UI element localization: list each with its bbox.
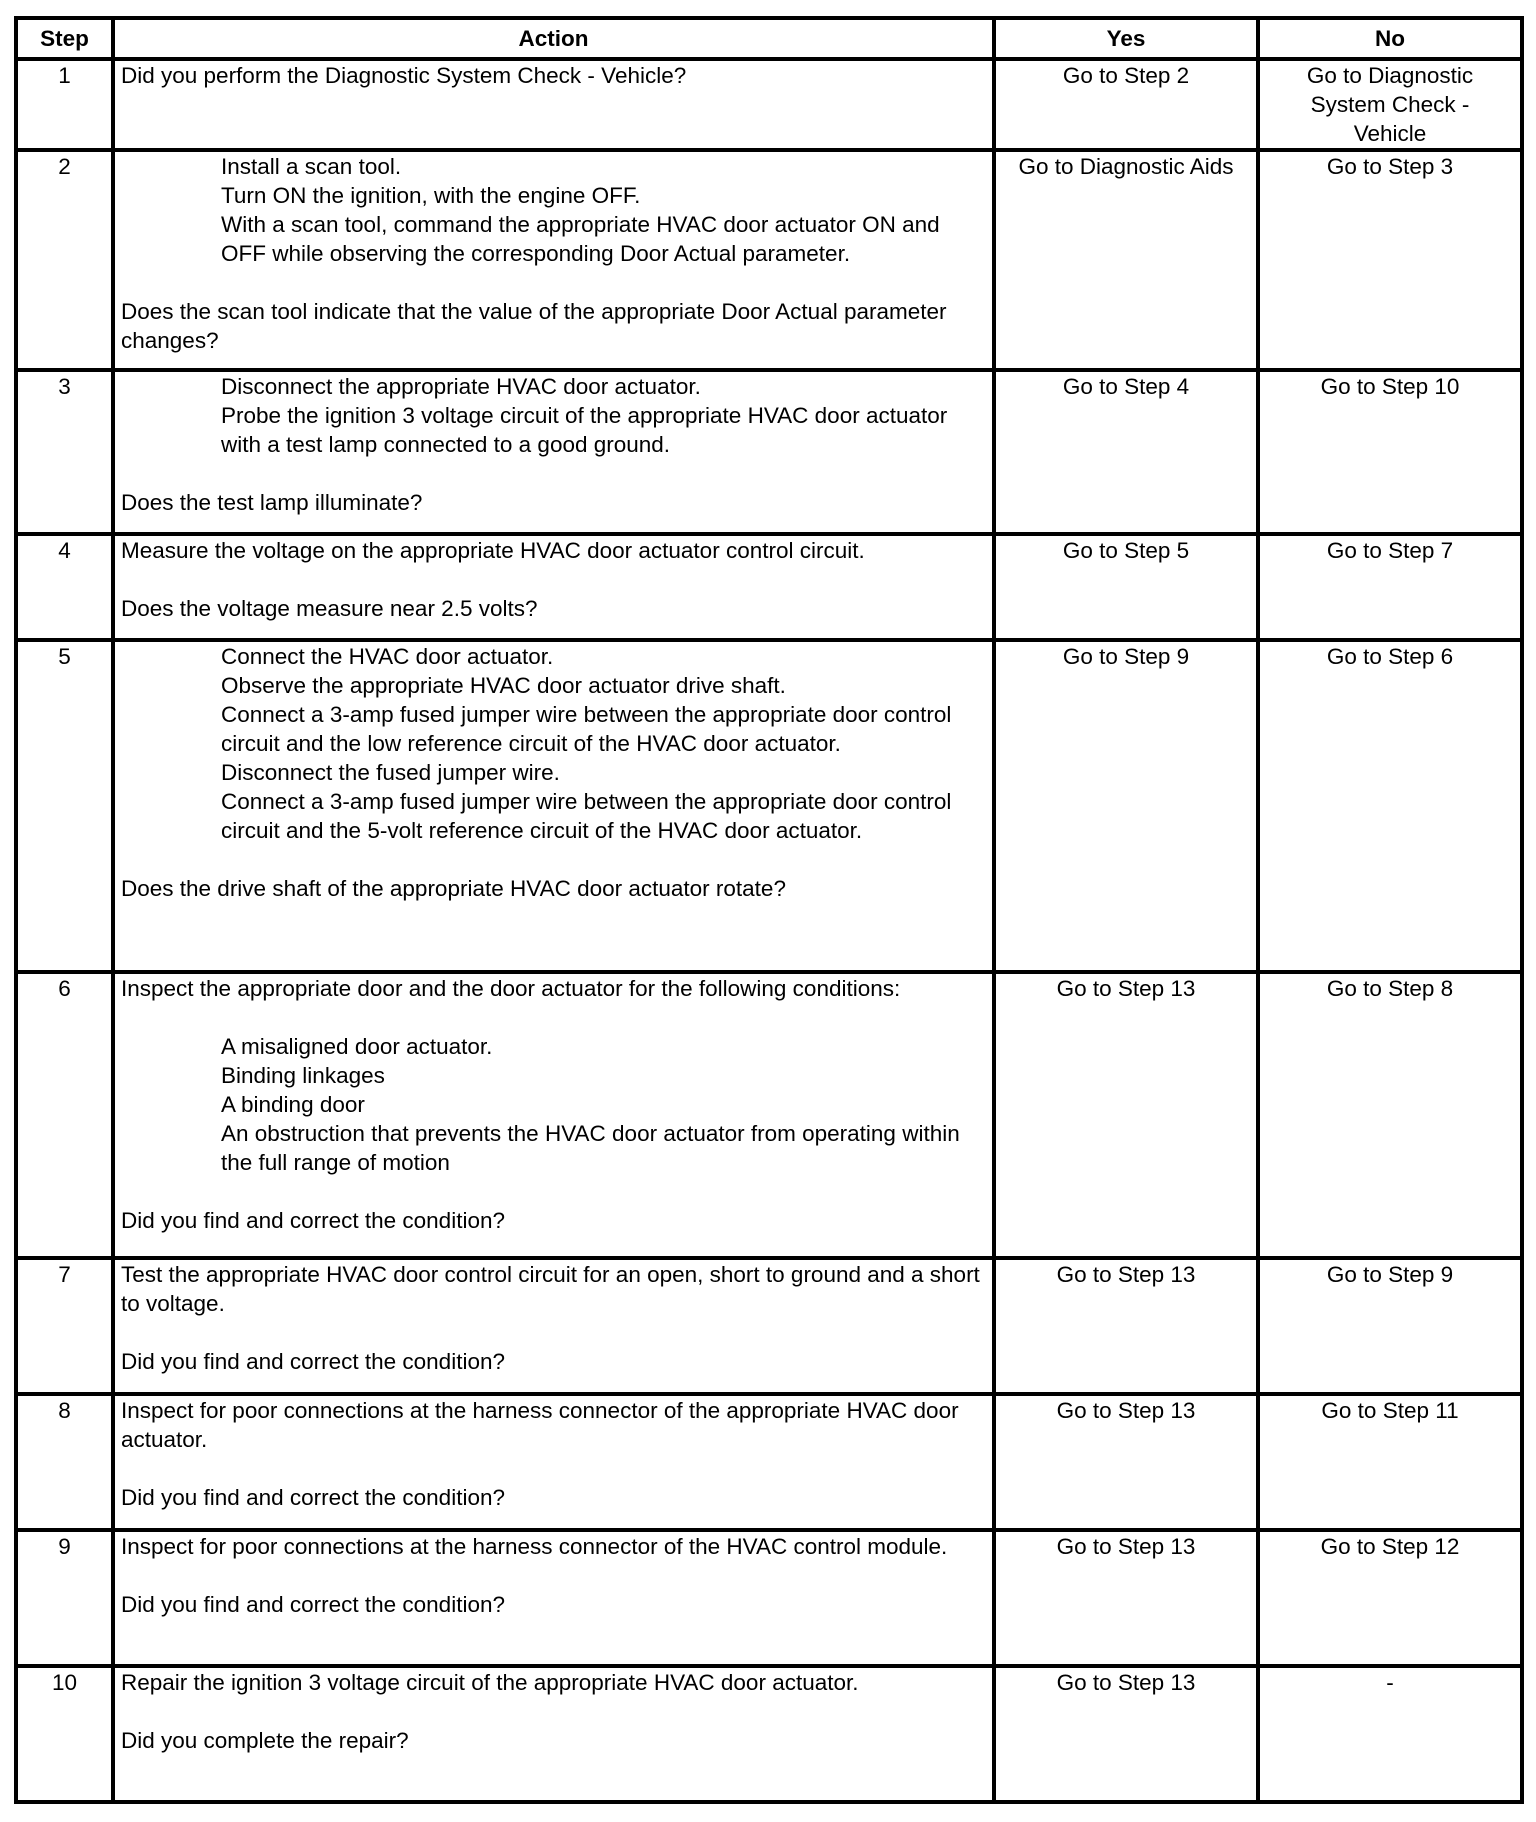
- action-intro: Measure the voltage on the appropriate HVAC door actuator control circuit.: [121, 538, 865, 563]
- action-spacer: [121, 1697, 986, 1726]
- no-result: [1258, 370, 1522, 534]
- no-result-text: Go to Step 8: [1326, 976, 1454, 1001]
- action-intro: Inspect for poor connections at the harness connector of the HVAC control module.: [121, 1534, 948, 1559]
- yes-result-text: Go to Diagnostic Aids: [1018, 154, 1234, 179]
- header-yes: Yes: [994, 18, 1258, 59]
- no-result-text: Go to Step 7: [1326, 538, 1454, 563]
- table-row: [16, 1666, 1522, 1802]
- no-result: [1258, 534, 1522, 640]
- diagnostic-table: [14, 16, 1524, 1804]
- action-intro: Repair the ignition 3 voltage circuit of the appropriate HVAC door actuator.: [121, 1670, 859, 1695]
- yes-result: [994, 59, 1258, 150]
- no-result-text: -: [1386, 1670, 1394, 1695]
- yes-result: [994, 972, 1258, 1258]
- action-question: Does the test lamp illuminate?: [121, 490, 423, 515]
- action-step-item: Install a scan tool.: [221, 154, 402, 179]
- no-result-text: Go to Step 9: [1326, 1262, 1454, 1287]
- action-spacer: [121, 268, 986, 297]
- no-result: [1258, 150, 1522, 370]
- diagnostic-table-container: [14, 16, 1520, 1804]
- no-result-text: Go to Diagnostic: [1306, 63, 1474, 88]
- action-cell: [113, 370, 994, 534]
- action-spacer: [121, 1561, 986, 1590]
- yes-result-text: Go to Step 9: [1062, 644, 1190, 669]
- yes-result-text: Go to Step 4: [1062, 374, 1190, 399]
- action-spacer: [121, 565, 986, 594]
- no-result-text: Go to Step 11: [1321, 1398, 1459, 1423]
- table-row: [16, 370, 1522, 534]
- action-intro: Inspect for poor connections at the harness connector of the appropriate HVAC door actuator.: [121, 1398, 959, 1452]
- action-intro: Inspect the appropriate door and the door actuator for the following conditions:: [121, 976, 901, 1001]
- yes-result-text: Go to Step 13: [1056, 1670, 1196, 1695]
- header-action: Action: [113, 18, 994, 59]
- action-steps-list: [121, 152, 986, 268]
- no-result: [1258, 1530, 1522, 1666]
- no-result: [1258, 1258, 1522, 1394]
- action-cell: [113, 640, 994, 972]
- no-result: [1258, 640, 1522, 972]
- action-cell: [113, 1530, 994, 1666]
- step-number: 4: [16, 534, 113, 640]
- action-question: Did you find and correct the condition?: [121, 1349, 505, 1374]
- no-result-text: Go to Step 12: [1320, 1534, 1460, 1559]
- action-step-item: Connect a 3-amp fused jumper wire between the appropriate door control circuit and the low reference circuit of the HVAC door actuator.: [221, 702, 952, 756]
- table-row: [16, 59, 1522, 150]
- yes-result: [994, 1394, 1258, 1530]
- step-number: 7: [16, 1258, 113, 1394]
- yes-result: [994, 1666, 1258, 1802]
- action-step-item: Disconnect the appropriate HVAC door actuator.: [221, 374, 701, 399]
- action-question: Did you find and correct the condition?: [121, 1485, 505, 1510]
- yes-result: [994, 640, 1258, 972]
- action-question: Did you find and correct the condition?: [121, 1208, 505, 1233]
- no-result: [1258, 1666, 1522, 1802]
- step-number: 1: [16, 59, 113, 150]
- action-cell: [113, 972, 994, 1258]
- no-result-text: Go to Step 6: [1326, 644, 1454, 669]
- table-row: [16, 640, 1522, 972]
- table-row: [16, 534, 1522, 640]
- table-row: [16, 1258, 1522, 1394]
- action-step-item: Disconnect the fused jumper wire.: [221, 760, 560, 785]
- step-number: 8: [16, 1394, 113, 1530]
- yes-result-text: Go to Step 5: [1062, 538, 1190, 563]
- no-result: [1258, 1394, 1522, 1530]
- header-no: No: [1258, 18, 1522, 59]
- action-cell: [113, 1258, 994, 1394]
- step-number: 3: [16, 370, 113, 534]
- action-intro: Did you perform the Diagnostic System Check - Vehicle?: [121, 63, 687, 88]
- action-steps-list: [121, 372, 986, 459]
- table-row: [16, 1394, 1522, 1530]
- action-step-item: Turn ON the ignition, with the engine OFF.: [221, 183, 641, 208]
- header-row: [16, 18, 1522, 59]
- action-step-item: Connect the HVAC door actuator.: [221, 644, 554, 669]
- yes-result: [994, 534, 1258, 640]
- step-number: 9: [16, 1530, 113, 1666]
- no-result-text: Go to Step 3: [1326, 154, 1454, 179]
- no-result: [1258, 972, 1522, 1258]
- table-row: [16, 972, 1522, 1258]
- action-steps-list: [121, 642, 986, 845]
- yes-result: [994, 1530, 1258, 1666]
- action-step-item: A misaligned door actuator.: [221, 1034, 493, 1059]
- step-number: 6: [16, 972, 113, 1258]
- yes-result-text: Go to Step 13: [1056, 976, 1196, 1001]
- no-result-text: System Check -: [1310, 92, 1470, 117]
- action-question: Does the drive shaft of the appropriate HVAC door actuator rotate?: [121, 876, 786, 901]
- yes-result-text: Go to Step 13: [1056, 1262, 1196, 1287]
- action-step-item: Connect a 3-amp fused jumper wire between the appropriate door control circuit and the 5-volt reference circuit of the HVAC door actuator.: [221, 789, 952, 843]
- step-number: 10: [16, 1666, 113, 1802]
- step-number: 2: [16, 150, 113, 370]
- action-step-item: Binding linkages: [221, 1063, 385, 1088]
- yes-result: [994, 370, 1258, 534]
- action-cell: [113, 150, 994, 370]
- yes-result: [994, 1258, 1258, 1394]
- action-question: Did you find and correct the condition?: [121, 1592, 505, 1617]
- yes-result: [994, 150, 1258, 370]
- no-result-text: Go to Step 10: [1320, 374, 1460, 399]
- action-cell: [113, 1666, 994, 1802]
- table-row: [16, 150, 1522, 370]
- action-question: Does the scan tool indicate that the value of the appropriate Door Actual parameter changes?: [121, 299, 947, 353]
- header-step: Step: [16, 18, 113, 59]
- action-step-item: With a scan tool, command the appropriate HVAC door actuator ON and OFF while observing the corresponding Door Actual parameter.: [221, 212, 940, 266]
- action-steps-list: [121, 1032, 986, 1177]
- action-spacer: [121, 459, 986, 488]
- action-step-item: Probe the ignition 3 voltage circuit of the appropriate HVAC door actuator with a test lamp connected to a good ground.: [221, 403, 948, 457]
- action-question: Does the voltage measure near 2.5 volts?: [121, 596, 538, 621]
- no-result-text: Vehicle: [1353, 121, 1427, 146]
- action-step-item: An obstruction that prevents the HVAC door actuator from operating within the full range of motion: [221, 1121, 960, 1175]
- action-question: Did you complete the repair?: [121, 1728, 409, 1753]
- action-intro: Test the appropriate HVAC door control circuit for an open, short to ground and a short to voltage.: [121, 1262, 980, 1316]
- action-spacer: [121, 1177, 986, 1206]
- action-spacer: [121, 845, 986, 874]
- action-spacer: [121, 1318, 986, 1347]
- action-cell: [113, 534, 994, 640]
- yes-result-text: Go to Step 13: [1056, 1398, 1196, 1423]
- action-step-item: Observe the appropriate HVAC door actuator drive shaft.: [221, 673, 786, 698]
- action-cell: [113, 1394, 994, 1530]
- yes-result-text: Go to Step 13: [1056, 1534, 1196, 1559]
- action-spacer: [121, 1003, 986, 1032]
- step-number: 5: [16, 640, 113, 972]
- action-spacer: [121, 1454, 986, 1483]
- table-body: [16, 59, 1522, 1802]
- action-step-item: A binding door: [221, 1092, 365, 1117]
- no-result: [1258, 59, 1522, 150]
- yes-result-text: Go to Step 2: [1062, 63, 1190, 88]
- table-row: [16, 1530, 1522, 1666]
- action-cell: [113, 59, 994, 150]
